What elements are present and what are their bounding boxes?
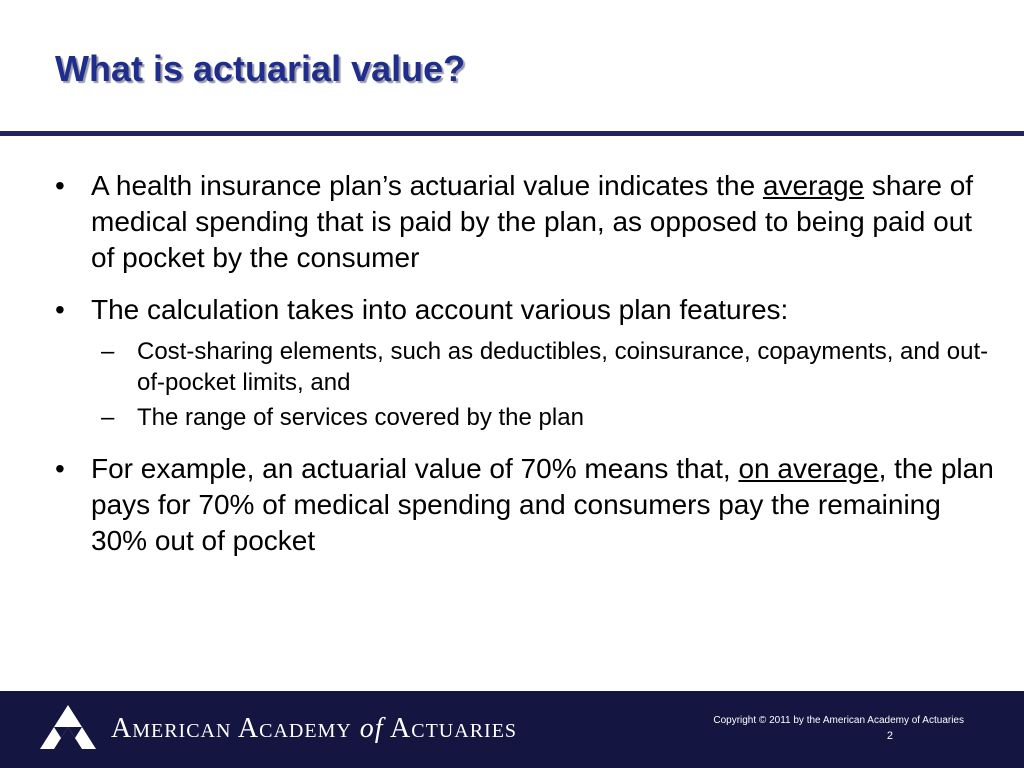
sub-bullet-text: Cost-sharing elements, such as deductibles, coinsurance, copayments, and out-of-pocket limits, and — [137, 338, 989, 396]
title-divider — [0, 131, 1024, 136]
triangle-logo-icon — [40, 705, 96, 749]
bullet-text-underlined: average — [762, 170, 865, 201]
bullet-text: A health insurance plan’s actuarial value indicates the — [91, 170, 763, 201]
bullet-marker: • — [55, 453, 65, 484]
sub-bullet-text: The range of services covered by the plan — [137, 404, 584, 431]
slide-title: What is actuarial value? — [55, 48, 466, 89]
sub-bullet-item — [55, 402, 1000, 433]
slide-content — [55, 168, 1000, 575]
sub-bullet-item — [55, 336, 1000, 398]
bullet-item — [55, 168, 1000, 276]
bullet-text: , the plan pays for 70% of medical spending and consumers pay the remaining 30% out of pocket — [91, 453, 994, 556]
bullet-text: For example, an actuarial value of 70% means that, — [91, 453, 739, 484]
page-number: 2 — [886, 730, 893, 742]
organization-name — [111, 713, 517, 745]
bullet-marker: • — [55, 294, 65, 325]
bullet-item — [55, 292, 1000, 328]
bullet-item — [55, 451, 1000, 559]
copyright-notice: Copyright © 2011 by the American Academy of Actuaries — [713, 715, 964, 726]
org-name-part: Actuaries — [383, 713, 518, 744]
sub-bullet-marker: – — [101, 404, 115, 431]
org-name-part: American Academy — [111, 713, 360, 744]
org-name-of: of — [359, 713, 384, 744]
sub-bullet-marker: – — [101, 338, 115, 365]
bullet-marker: • — [55, 170, 65, 201]
bullet-text: share of medical spending that is paid by the plan, as opposed to being paid out of pocket by the consumer — [91, 170, 974, 273]
bullet-text: The calculation takes into account various plan features: — [91, 294, 789, 325]
bullet-text-underlined: on average — [738, 453, 879, 484]
footer-bar — [0, 691, 1024, 768]
